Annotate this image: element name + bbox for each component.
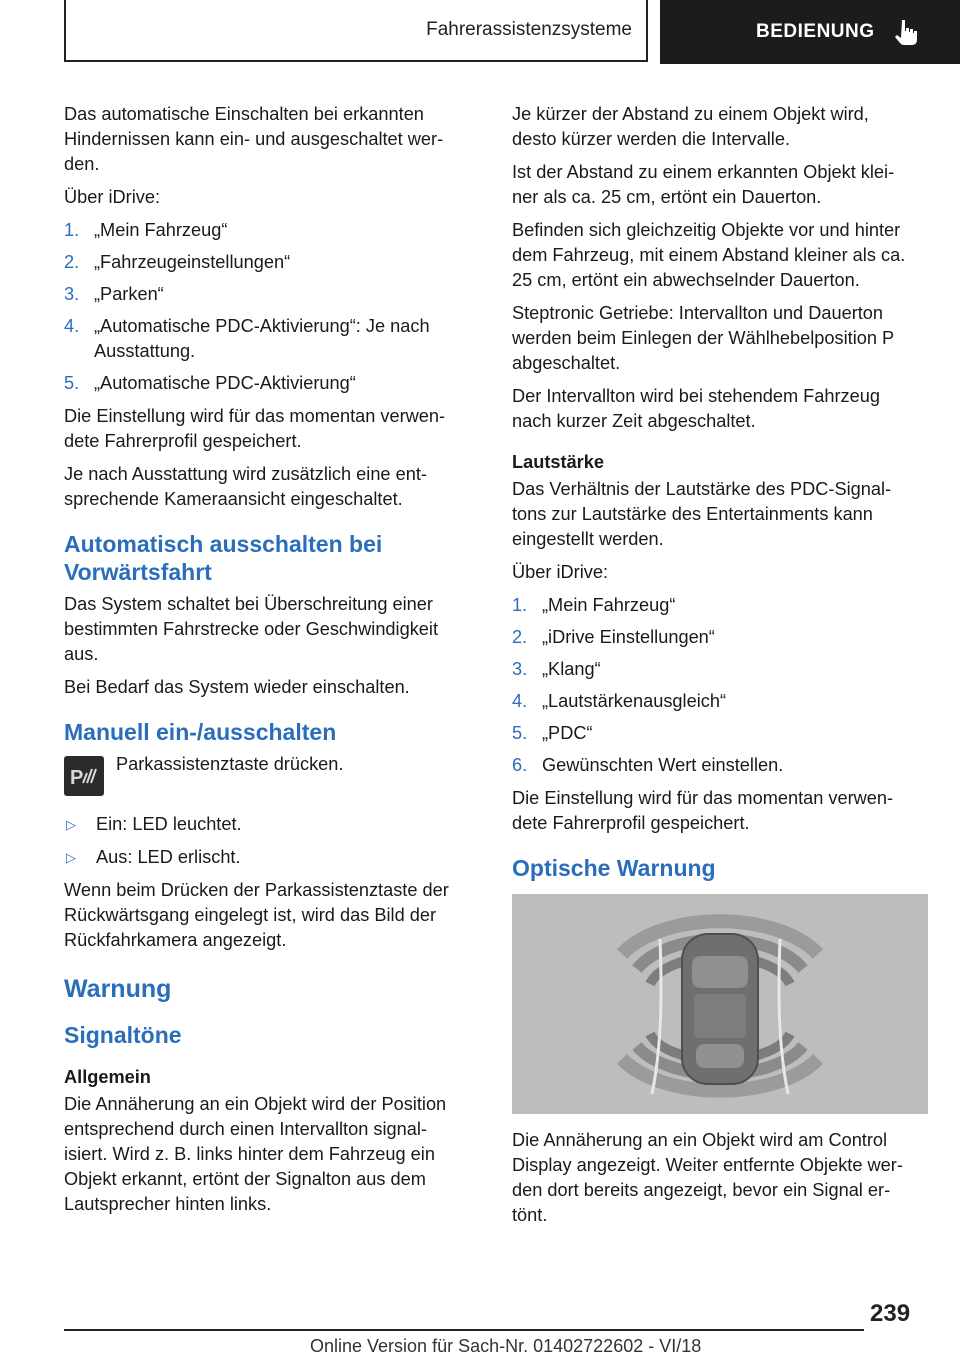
list-item — [512, 593, 916, 618]
list-item — [512, 721, 916, 746]
step-number: 2. — [64, 252, 80, 272]
list-item — [64, 314, 468, 364]
svg-text:P: P — [70, 767, 84, 789]
bullet-text: Aus: LED erlischt. — [96, 847, 241, 867]
paragraph: Steptronic Getriebe: Intervallton und Dauerton werden beim Einlegen der Wählhebelposition P abgeschaltet. — [512, 303, 894, 373]
left-column — [64, 102, 468, 1225]
header-chapter-tab — [660, 0, 960, 64]
list-item — [512, 657, 916, 682]
step-number: 3. — [64, 284, 80, 304]
step-text: „Mein Fahrzeug“ — [542, 595, 676, 615]
paragraph: Über iDrive: — [512, 562, 609, 582]
footer-version-text: Online Version für Sach-Nr. 01402722602 - VI/18 — [310, 1336, 702, 1356]
step-number: 5. — [64, 373, 80, 393]
step-number: 4. — [512, 691, 528, 711]
step-text: Gewünschten Wert einstellen. — [542, 755, 784, 775]
header-chapter-label: BEDIENUNG — [756, 21, 875, 42]
triangle-bullet-icon: ▷ — [66, 817, 76, 832]
step-number: 1. — [64, 220, 80, 240]
list-item — [64, 845, 468, 870]
paragraph: Über iDrive: — [64, 187, 161, 207]
step-number: 2. — [512, 627, 528, 647]
sub-heading: Signaltöne — [64, 1022, 182, 1048]
instruction-text: Parkassistenztaste drücken. — [116, 754, 344, 774]
list-item — [64, 218, 468, 243]
paragraph: Die Annäherung an ein Objekt wird der Position entsprechend durch einen Intervallton signal-isiert. Wird z. B. links hinter dem Fahrzeug ein Objekt erkannt, ertönt der Signalton aus dem Lautsprecher hinten links. — [64, 1094, 447, 1214]
paragraph: Das System schaltet bei Überschreitung einer bestimmten Fahrstrecke oder Geschwindigkeit aus. — [64, 594, 439, 664]
paragraph: Je nach Ausstattung wird zusätzlich eine ent-sprechende Kameraansicht eingeschaltet. — [64, 464, 427, 509]
paragraph: Die Einstellung wird für das momentan verwen-dete Fahrerprofil gespeichert. — [64, 406, 446, 451]
step-text: „iDrive Einstellungen“ — [542, 627, 715, 647]
step-text: „Fahrzeugeinstellungen“ — [94, 252, 291, 272]
step-text: „Automatische PDC-Aktivierung“ — [94, 373, 356, 393]
list-item — [512, 625, 916, 650]
list-item — [512, 753, 916, 778]
parking-sensor-illustration — [512, 894, 928, 1114]
paragraph: Das Verhältnis der Lautstärke des PDC-Signal-tons zur Lautstärke des Entertainments kann eingestellt werden. — [512, 479, 892, 549]
step-list — [512, 593, 916, 778]
list-item — [64, 812, 468, 837]
paragraph: Der Intervallton wird bei stehendem Fahrzeug nach kurzer Zeit abgeschaltet. — [512, 386, 880, 431]
park-assist-button-icon — [64, 756, 104, 796]
list-item — [64, 250, 468, 275]
hand-pointer-icon — [893, 18, 919, 46]
park-button-instruction — [64, 752, 468, 796]
step-text: „Automatische PDC-Aktivierung“: Je nach Ausstattung. — [94, 316, 430, 361]
section-heading: Optische Warnung — [512, 855, 716, 881]
paragraph: Bei Bedarf das System wieder einschalten. — [64, 677, 410, 697]
step-number: 1. — [512, 595, 528, 615]
step-text: „PDC“ — [542, 723, 593, 743]
step-text: „Parken“ — [94, 284, 164, 304]
paragraph: Je kürzer der Abstand zu einem Objekt wird, desto kürzer werden die Intervalle. — [512, 104, 869, 149]
list-item — [512, 689, 916, 714]
paragraph: Wenn beim Drücken der Parkassistenztaste der Rückwärtsgang eingelegt ist, wird das Bild der Rückfahrkamera angezeigt. — [64, 880, 449, 950]
step-text: „Mein Fahrzeug“ — [94, 220, 228, 240]
minor-heading: Lautstärke — [512, 452, 604, 472]
bullet-list — [64, 812, 468, 870]
section-heading: Warnung — [64, 975, 172, 1003]
page-number: 239 — [870, 1300, 911, 1327]
paragraph: Ist der Abstand zu einem erkannten Objekt klei-ner als ca. 25 cm, ertönt ein Dauerton. — [512, 162, 895, 207]
step-number: 4. — [64, 316, 80, 336]
paragraph: Die Annäherung an ein Objekt wird am Control Display angezeigt. Weiter entfernte Objekte wer-den dort bereits angezeigt, bevor ein Signal er-tönt. — [512, 1130, 903, 1225]
step-number: 6. — [512, 755, 528, 775]
list-item — [64, 371, 468, 396]
triangle-bullet-icon: ▷ — [66, 850, 76, 865]
step-number: 3. — [512, 659, 528, 679]
footer-divider — [64, 1329, 864, 1331]
step-text: „Klang“ — [542, 659, 601, 679]
header-section-label: Fahrerassistenzsysteme — [426, 19, 632, 40]
right-column — [512, 102, 916, 1236]
step-text: „Lautstärkenausgleich“ — [542, 691, 726, 711]
minor-heading: Allgemein — [64, 1067, 151, 1087]
paragraph: Befinden sich gleichzeitig Objekte vor und hinter dem Fahrzeug, mit einem Abstand kleiner als ca. 25 cm, ertönt ein abwechselnder Dauerton. — [512, 220, 906, 290]
header-section-title — [64, 0, 648, 62]
step-number: 5. — [512, 723, 528, 743]
section-heading: Automatisch ausschalten bei Vorwärtsfahrt — [64, 531, 383, 585]
paragraph: Das automatische Einschalten bei erkannten Hindernissen kann ein- und ausgeschaltet wer-den. — [64, 104, 444, 174]
pdc-display-figure — [512, 894, 928, 1114]
paragraph: Die Einstellung wird für das momentan verwen-dete Fahrerprofil gespeichert. — [512, 788, 894, 833]
step-list — [64, 218, 468, 396]
list-item — [64, 282, 468, 307]
bullet-text: Ein: LED leuchtet. — [96, 814, 242, 834]
section-heading: Manuell ein-/ausschalten — [64, 719, 337, 745]
